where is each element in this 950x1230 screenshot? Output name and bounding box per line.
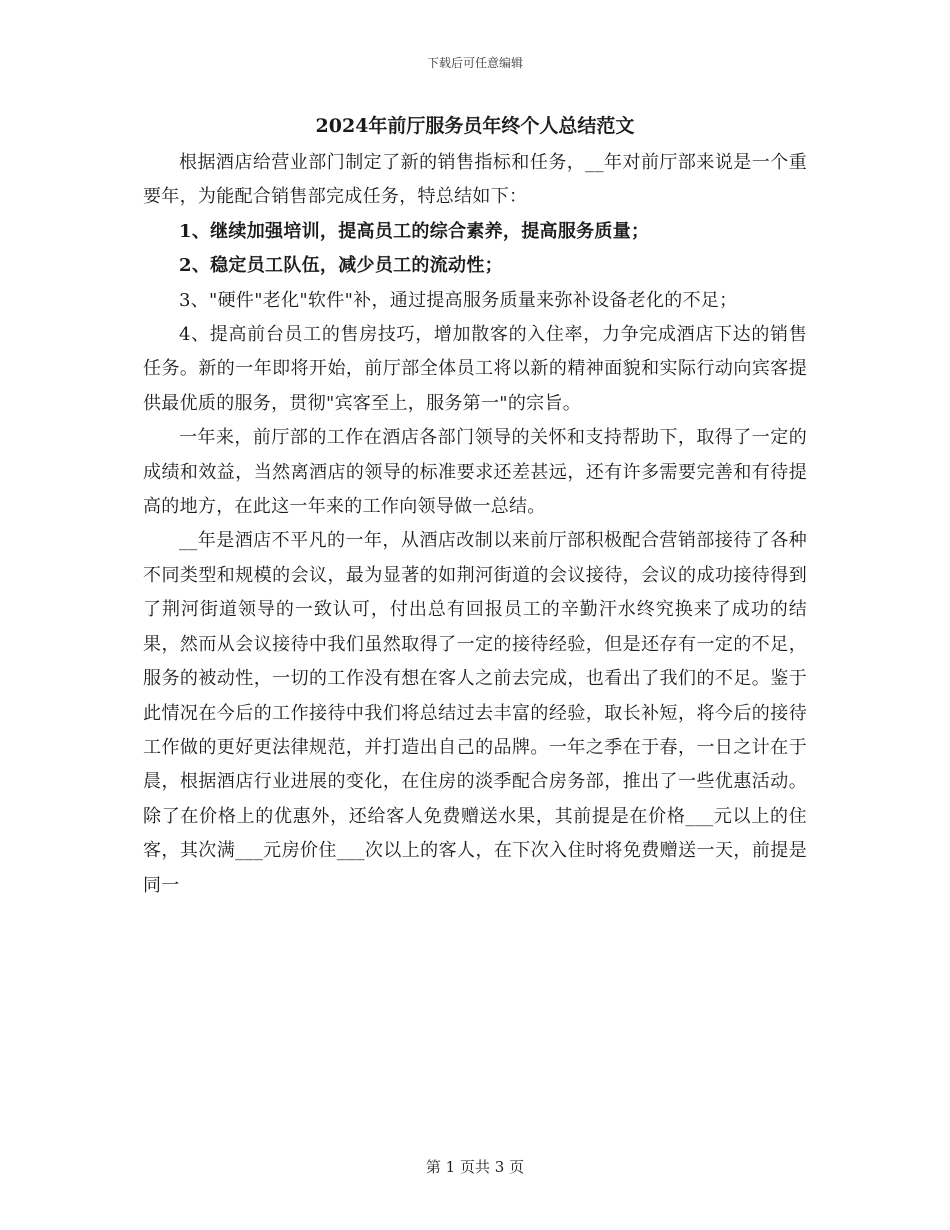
paragraph-item-3: 3、"硬件"老化"软件"补，通过提高服务质量来弥补设备老化的不足； bbox=[179, 289, 738, 311]
page-number: 第 1 页共 3 页 bbox=[425, 1158, 525, 1176]
document-title: 2024年前厅服务员年终个人总结范文 bbox=[315, 115, 635, 137]
paragraph-item-2: 2、稳定员工队伍，减少员工的流动性； bbox=[179, 255, 503, 277]
paragraph-summary: 一年来，前厅部的工作在酒店各部门领导的关怀和支持帮助下，取得了一定的成绩和效益，当然离酒店的领导的标准要求还差甚远，还有许多需要完善和有待提高的地方，在此这一年来的工作向领导做一总结。 bbox=[143, 427, 807, 518]
page-header-note: 下载后可任意编辑 bbox=[426, 56, 523, 70]
paragraph-item-4: 4、提高前台员工的售房技巧，增加散客的入住率，力争完成酒店下达的销售任务。新的一年即将开始，前厅部全体员工将以新的精神面貌和实际行动向宾客提供最优质的服务，贯彻"宾客至上，服务第一"的宗旨。 bbox=[143, 324, 807, 414]
document-body bbox=[143, 112, 807, 903]
paragraph-item-1: 1、继续加强培训，提高员工的综合素养，提高服务质量； bbox=[179, 220, 650, 242]
paragraph-review: __年是酒店不平凡的一年，从酒店改制以来前厅部积极配合营销部接待了各种不同类型和规模的会议，最为显著的如荆河街道的会议接待，会议的成功接待得到了荆河街道领导的一致认可，付出总有回报员工的辛勤汗水终究换来了成功的结果，然而从会议接待中我们虽然取得了一定的接待经验，但是还存有一定的不足，服务的被动性，一切的工作没有想在客人之前去完成，也看出了我们的不足。鉴于此情况在今后的工作接待中我们将总结过去丰富的经验，取长补短，将今后的接待工作做的更好更法律规范，并打造出自己的品牌。一年之季在于春，一日之计在于晨，根据酒店行业进展的变化，在住房的淡季配合房务部，推出了一些优惠活动。除了在价格上的优惠外，还给客人免费赠送水果，其前提是在价格___元以上的住客，其次满___元房价住___次以上的客人，在下次入住时将免费赠送一天，前提是同一 bbox=[143, 530, 807, 896]
paragraph-intro: 根据酒店给营业部门制定了新的销售指标和任务，__年对前厅部来说是一个重要年，为能配合销售部完成任务，特总结如下： bbox=[143, 152, 807, 208]
